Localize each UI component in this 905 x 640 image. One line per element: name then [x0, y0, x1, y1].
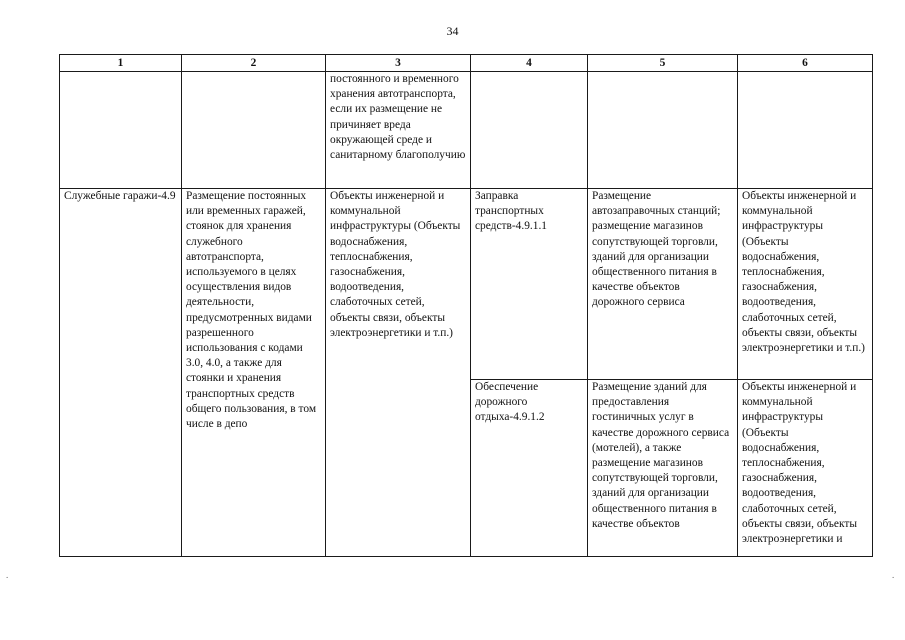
cell-col4 — [471, 72, 588, 189]
land-use-table — [59, 54, 873, 557]
cell-land-use-name: Служебные гаражи-4.9 — [60, 189, 182, 557]
cell-sub-use-name: Обеспечение дорожного отдыха-4.9.1.2 — [471, 380, 588, 557]
table-row-service-garages — [60, 189, 873, 380]
cell-col5 — [588, 72, 738, 189]
cell-sub-use-auxiliary: Объекты инженерной и коммунальной инфраструктуры (Объекты водоснабжения, теплоснабжения, газоснабжения, водоотведения, слаботочных сетей, объекты связи, объекты электроэнергетики и — [738, 380, 873, 557]
cell-col1 — [60, 72, 182, 189]
scan-mark-left: . — [6, 570, 9, 580]
cell-auxiliary-objects: Объекты инженерной и коммунальной инфраструктуры (Объекты водоснабжения, теплоснабжения, газоснабжения, водоотведения, слаботочных сетей, объекты связи, объекты электроэнергетики и т.п.) — [326, 189, 471, 557]
cell-sub-use-name: Заправка транспортных средств-4.9.1.1 — [471, 189, 588, 380]
column-number-row — [60, 55, 873, 72]
column-header-1: 1 — [60, 55, 182, 72]
column-header-6: 6 — [738, 55, 873, 72]
scan-mark-right: . — [892, 570, 895, 580]
cell-col2 — [182, 72, 326, 189]
cell-sub-use-auxiliary: Объекты инженерной и коммунальной инфраструктуры (Объекты водоснабжения, теплоснабжения, газоснабжения, водоотведения, слаботочных сетей, объекты связи, объекты электроэнергетики и т.п.) — [738, 189, 873, 380]
cell-land-use-description: Размещение постоянных или временных гаражей, стоянок для хранения служебного автотранспорта, используемого в целях осуществления видов деятельности, предусмотренных видами разрешенного использования с кодами 3.0, 4.0, а также для стоянки и хранения транспортных средств общего пользования, в том числе в депо — [182, 189, 326, 557]
cell-sub-use-description: Размещение зданий для предоставления гостиничных услуг в качестве дорожного сервиса (мотелей), а также размещение магазинов сопутствующей торговли, зданий для организации общественного питания в качестве объектов — [588, 380, 738, 557]
column-header-5: 5 — [588, 55, 738, 72]
column-header-3: 3 — [326, 55, 471, 72]
table-row-continuation — [60, 72, 873, 189]
cell-col6 — [738, 72, 873, 189]
page-number: 34 — [446, 24, 459, 38]
cell-sub-use-description: Размещение автозаправочных станций; размещение магазинов сопутствующей торговли, зданий для организации общественного питания в качестве объектов дорожного сервиса — [588, 189, 738, 380]
cell-col3: постоянного и временного хранения автотранспорта, если их размещение не причиняет вреда окружающей среде и санитарному благополучию — [326, 72, 471, 189]
column-header-2: 2 — [182, 55, 326, 72]
column-header-4: 4 — [471, 55, 588, 72]
